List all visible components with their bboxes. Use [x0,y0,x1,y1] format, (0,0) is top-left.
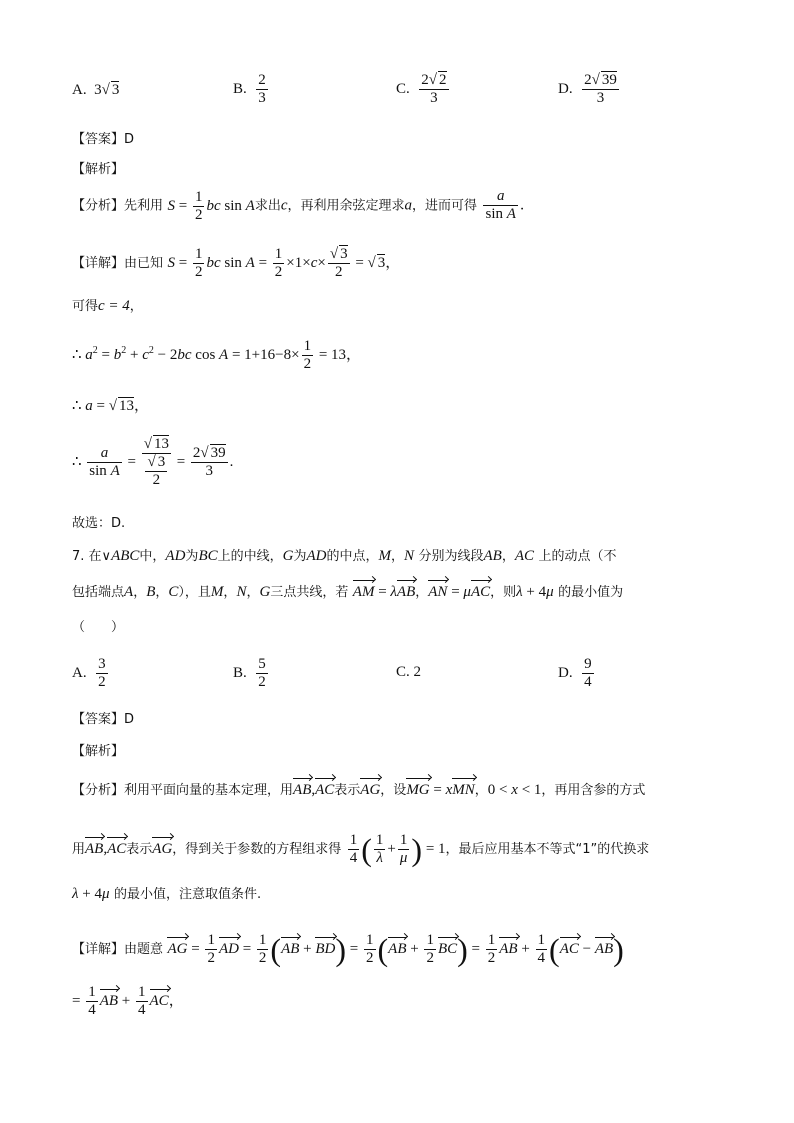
text: ，再用含参的方式 [541,783,646,798]
text: 中， [139,549,166,564]
q7-option-a [72,656,110,691]
text: 7. 在∨ [72,549,112,564]
formula-area-eval: S = $\frac{1}{2}$ bc sin A = $\frac{1}{2}$ ×1×c× $\frac{√ 3}{2}$ = √ 3， [167,246,401,280]
text: 上的中线， [217,549,283,564]
option-letter: D. [558,665,573,681]
text: 上的动点（不 [538,549,617,564]
option-letter: A. [72,82,87,98]
option-value: 2 [413,664,422,680]
text: ，则 [490,585,517,600]
option-fraction [582,72,619,107]
denominator: 2 [258,674,266,690]
text: 表示 [334,783,361,798]
text: ），且 [178,585,211,600]
numerator: 2√ 39 [584,72,617,88]
text: ，最后应用基本不等式“1”的代换求 [445,841,650,857]
q7-stem-line3: （ ） [72,620,125,635]
var-c: c [280,197,288,214]
q6-analysis-heading: 【解析】 [72,162,125,177]
text: 先利用 [124,198,164,214]
q7-analysis-heading: 【解析】 [72,744,125,759]
xiangjie-label: 【详解】 [72,941,125,957]
text: 为 [293,549,307,564]
q6-option-d [558,72,621,107]
text: ，再利用余弦定理求 [287,198,405,214]
numerator: 9 [584,656,592,672]
numerator: 2√ 2 [421,72,447,88]
q7-analysis-line2: 用AB,AC表示AG，得到关于参数的方程组求得 $\frac{1}{4}$ ( $\frac{1}{\lambda}$ + $\frac{1}{\mu}$ ) = 1，最后应用基本不等式“1”的代换求 [72,831,650,868]
fenxi-label: 【分析】 [72,198,125,214]
option-letter: C. [396,81,410,97]
text: 由已知 [124,255,164,271]
denominator: 3 [596,90,605,106]
option-letter: D. [558,81,573,97]
text: 的最小值，注意取值条件. [113,887,262,902]
option-letter: B. [233,81,247,97]
text: 利用平面向量的基本定理，用 [124,783,294,798]
option-fraction [582,656,594,691]
denominator: 3 [258,90,266,106]
option-letter: B. [233,665,247,681]
q6-option-a [72,82,119,99]
q7-analysis-line1: 【分析】利用平面向量的基本定理，用AB,AC表示AG，设MG = xMN，0 < x < 1，再用含参的方式 [72,782,646,798]
numerator: 5 [258,656,266,672]
triangle-name: ABC [111,548,140,564]
denominator: 2 [98,674,106,690]
xiangjie-label: 【详解】 [72,255,125,271]
q7-answer: 【答案】D [72,712,135,727]
q6-option-c [396,72,451,107]
q7-option-b [233,656,270,691]
text: 由题意 [124,941,164,957]
denominator: 3 [430,90,438,106]
text: 的中点， [326,549,379,564]
text: 用 [72,841,86,857]
q7-stem-line1: 7. 在∨ABC中，AD为BC上的中线，G为AD的中点，M，N 分别为线段AB，AC 上的动点（不 [72,548,617,564]
q6-answer: 【答案】D [72,132,135,147]
option-letter: A. [72,665,87,681]
text: ，进而可得 [412,198,478,214]
text: 分别为线段 [418,549,484,564]
q6-detail-line [72,246,400,281]
q6-step-cosine: ∴ $a^2 = b^2 + c^2 - 2bc$ cos A = 1+16−8× $\frac{1}{2}$ = 13， [72,338,362,372]
text: 包括端点 [72,585,125,600]
option-letter: C. [396,664,410,680]
text: ，得到关于参数的方程组求得 [172,841,342,857]
var-a: a [404,197,413,214]
q6-analysis-line: 【分析】先利用 S = $\frac{1}{2}$ bc sin A求出c，再利用余弦定理求a，进而可得 $\frac{a}{\text{sin A}}$ . [72,188,525,223]
formula-area: S = $\frac{1}{2}$ bc sin A [167,188,255,223]
text: 的最小值为 [558,585,624,600]
option-fraction [256,72,268,107]
q6-option-b [233,72,270,107]
text: 三点共线，若 [270,585,349,600]
text: 表示 [126,841,153,857]
text: 为 [185,549,199,564]
q6-step-c: 可得c = 4， [72,298,143,314]
q7-analysis-line3: λ + 4μ 的最小值，注意取值条件. [72,886,262,902]
option-fraction [256,656,268,691]
formula-ratio: $\frac{a}{\text{sin A}}$ [485,188,516,222]
numerator: 2 [258,72,266,88]
formula: c = 4 [98,298,130,314]
q7-detail-line2: = $\frac{1}{4}$ AB + $\frac{1}{4}$ AC， [72,984,184,1018]
q7-option-c [396,664,421,681]
option-fraction [419,72,448,107]
q6-conclusion: 故选：D. [72,516,126,531]
q7-detail-line1: 【详解】由题意 AG = $\frac{1}{2}$ AD = $\frac{1}{2}$ (AB + BD) = $\frac{1}{2}$ (AB + $\frac{1}{2}$ BC) = $\frac{1}{2}$ AB + $\frac{1}{4}$ (AC − AB) [72,931,624,968]
option-value: 3√ 3 [94,82,120,98]
q7-option-d [558,656,596,691]
text: 求出 [254,198,281,214]
fenxi-label: 【分析】 [72,783,125,798]
q7-stem-line2: 包括端点A，B，C），且M，N，G三点共线，若 AM = λAB，AN = μAC，则λ + 4μ 的最小值为 [72,584,624,600]
numerator: 3 [98,656,106,672]
text: ， [474,783,488,798]
option-fraction [96,656,108,691]
text: ，设 [380,783,407,798]
denominator: 4 [584,674,592,690]
q6-step-a: ∴ a = √ 13， [72,398,150,414]
q6-step-ratio: ∴ $\frac{a}{\text{sin A}}$ = $\frac{√ 13}{\frac{√ 3}{2}}$ = $\frac{2√ 39}{3}$ . [72,436,234,488]
text: 可得 [72,299,99,314]
